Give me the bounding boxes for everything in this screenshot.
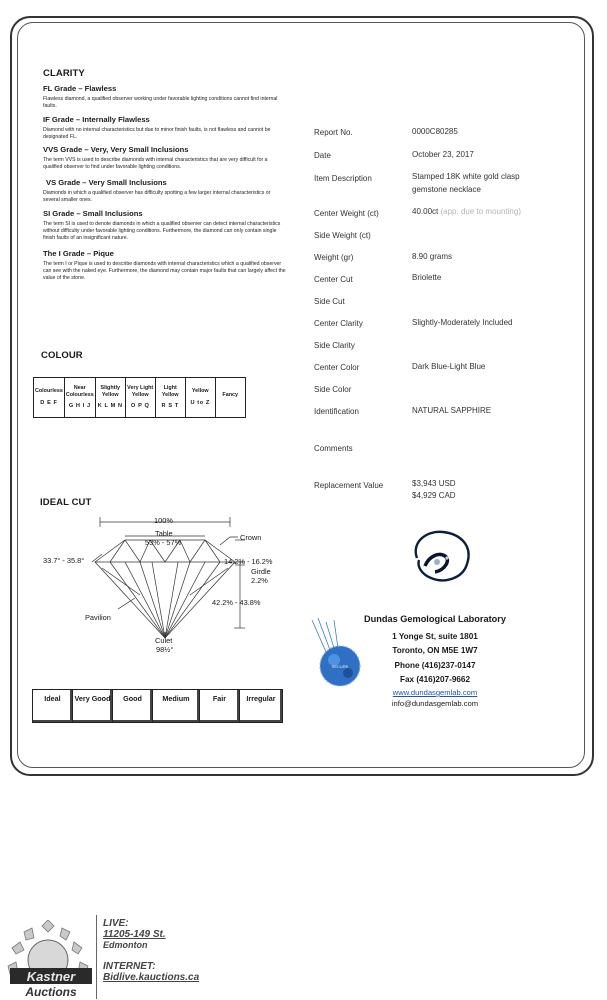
clarity-grade-text: Diamonds in which a qualified observer has difficulty spotting a few larger internal characteristics or several smaller ones.	[43, 190, 271, 204]
live-label: LIVE:	[103, 918, 129, 929]
report-label: Center Weight (ct)	[314, 209, 379, 218]
clarity-grade-title: IF Grade – Internally Flawless	[43, 115, 150, 124]
report-value: Dark Blue-Light Blue	[412, 362, 486, 371]
clarity-grade-text: The term SI is used to denote diamonds in which a qualified observer can detect internal characteristics without difficulty under favorable lighting conditions. Furthermore, the diamond can only contain single finish faults of an insignificant nature.	[43, 221, 281, 242]
cut-grade-cell: Very Good	[73, 690, 113, 723]
auction-footer	[0, 905, 607, 1000]
report-label: Weight (gr)	[314, 253, 354, 262]
colour-heading: COLOUR	[41, 350, 83, 361]
report-value: Stamped 18K white gold clasp gemstone necklace	[412, 172, 520, 194]
clarity-grade-title: The I Grade – Pique	[43, 249, 114, 258]
report-value-note: (app. due to mounting)	[440, 207, 521, 216]
lab-email[interactable]: info@dundasgemlab.com	[391, 699, 479, 709]
report-label: Side Color	[314, 385, 352, 394]
report-value: Slightly-Moderately Included	[412, 318, 513, 327]
clarity-grade-title: FL Grade – Flawless	[43, 84, 117, 93]
report-label: Replacement Value	[314, 481, 384, 490]
cut-grade-cell: Good	[113, 690, 153, 723]
report-label: Side Cut	[314, 297, 345, 306]
lab-address-line2: Toronto, ON M5E 1W7	[392, 646, 478, 656]
clarity-heading: CLARITY	[43, 68, 85, 79]
report-label: Side Weight (ct)	[314, 231, 371, 240]
clarity-grade-text: Diamond with no internal characteristics but due to minor finish faults, is not flawless and cannot be designated FL.	[43, 127, 271, 141]
report-label: Report No.	[314, 128, 353, 137]
cut-grade-cell: Fair	[200, 690, 240, 723]
kastner-auctions-logo	[4, 920, 94, 1000]
report-label: Center Color	[314, 363, 360, 372]
cut-grade-cell: Irregular	[240, 690, 283, 723]
clarity-grade-text: The term VVS is used to describe diamonds with internal characteristics that are very difficult for a qualified observer to find under favorable lighting conditions.	[43, 157, 268, 171]
ideal-cut-heading: IDEAL CUT	[40, 497, 92, 508]
svg-text:SECURE: SECURE	[331, 664, 349, 669]
cut-table-label: Table	[155, 529, 173, 538]
cut-grade-cell: Ideal	[33, 690, 73, 723]
svg-text:Kastner: Kastner	[26, 969, 76, 984]
clarity-grade-title: SI Grade – Small Inclusions	[43, 209, 143, 218]
cut-table-range: 53% - 57%	[145, 538, 182, 547]
diamond-outline	[95, 540, 235, 638]
security-seal-icon	[304, 618, 364, 696]
cut-grade-table	[32, 689, 283, 723]
colour-cell: Yellow U to Z	[185, 378, 215, 418]
colour-cell: Near Colourless G H I J	[64, 378, 95, 418]
colour-cell: Colourless D E F	[34, 378, 65, 418]
footer-divider	[96, 915, 97, 999]
cut-girdle-value: 2.2%	[251, 576, 268, 585]
cut-crown-angle: 33.7° - 35.8°	[43, 556, 85, 565]
report-label: Center Clarity	[314, 319, 363, 328]
report-value: 40.00ct (app. due to mounting)	[412, 207, 521, 216]
cut-crown-height: 14.2% - 16.2%	[224, 557, 273, 566]
report-value: $3,943 USD	[412, 479, 456, 488]
report-value: Briolette	[412, 273, 442, 282]
cut-width-label: 100%	[154, 516, 173, 525]
live-city: Edmonton	[103, 940, 148, 950]
report-label: Item Description	[314, 174, 372, 183]
report-label: Identification	[314, 407, 359, 416]
lab-info	[345, 612, 525, 709]
clarity-grade-text: The term I or Pique is used to describe diamonds with internal characteristics which a qualified observer can see with the naked eye. Furthermore, the diamond may contain major faults that can largely affect the value of the stone.	[43, 261, 286, 282]
live-address: 11205-149 St.	[103, 929, 166, 940]
colour-cell: Fancy	[215, 378, 245, 418]
clarity-grade-title: VS Grade – Very Small Inclusions	[46, 178, 167, 187]
colour-cell: Slightly Yellow K L M N	[95, 378, 125, 418]
report-value: NATURAL SAPPHIRE	[412, 406, 492, 415]
cut-crown-label: Crown	[240, 533, 262, 542]
cut-girdle-label: Girdle	[251, 567, 271, 576]
lab-name: Dundas Gemological Laboratory	[364, 614, 506, 624]
report-value: 0000C80285	[412, 127, 458, 136]
lab-website-link[interactable]: www.dundasgemlab.com	[392, 688, 478, 698]
cut-pavilion-label: Pavilion	[85, 613, 111, 622]
report-label: Date	[314, 151, 331, 160]
cut-culet-label: Culet	[155, 636, 173, 645]
colour-cell: Very Light Yellow O P Q	[125, 378, 155, 418]
clarity-grade-title: VVS Grade – Very, Very Small Inclusions	[43, 145, 189, 154]
report-label: Side Clarity	[314, 341, 355, 350]
lab-phone: Phone (416)237-0147	[394, 660, 476, 670]
footer-contact	[103, 918, 199, 983]
report-value: October 23, 2017	[412, 150, 474, 159]
lab-fax: Fax (416)207-9662	[399, 674, 471, 684]
clarity-grade-text: Flawless diamond, a qualified observer working under favorable lighting conditions cannot find internal faults.	[43, 96, 278, 110]
report-label: Comments	[314, 444, 353, 453]
colour-scale-table	[33, 377, 246, 418]
colour-cell: Light Yellow R S T	[155, 378, 185, 418]
report-label: Center Cut	[314, 275, 353, 284]
internet-url-link[interactable]: Bidlive.kauctions.ca	[103, 972, 200, 983]
internet-label: INTERNET:	[103, 961, 156, 972]
cut-pavilion-depth: 42.2% - 43.8%	[212, 598, 261, 607]
cut-grade-cell: Medium	[153, 690, 200, 723]
necklace-photo	[395, 520, 485, 590]
cut-culet-value: 98½°	[156, 645, 174, 654]
svg-text:Auctions: Auctions	[25, 985, 77, 999]
report-value-cad: $4,929 CAD	[412, 491, 456, 500]
report-value: 8.90 grams	[412, 252, 453, 261]
lab-address-line1: 1 Yonge St, suite 1801	[392, 632, 478, 642]
